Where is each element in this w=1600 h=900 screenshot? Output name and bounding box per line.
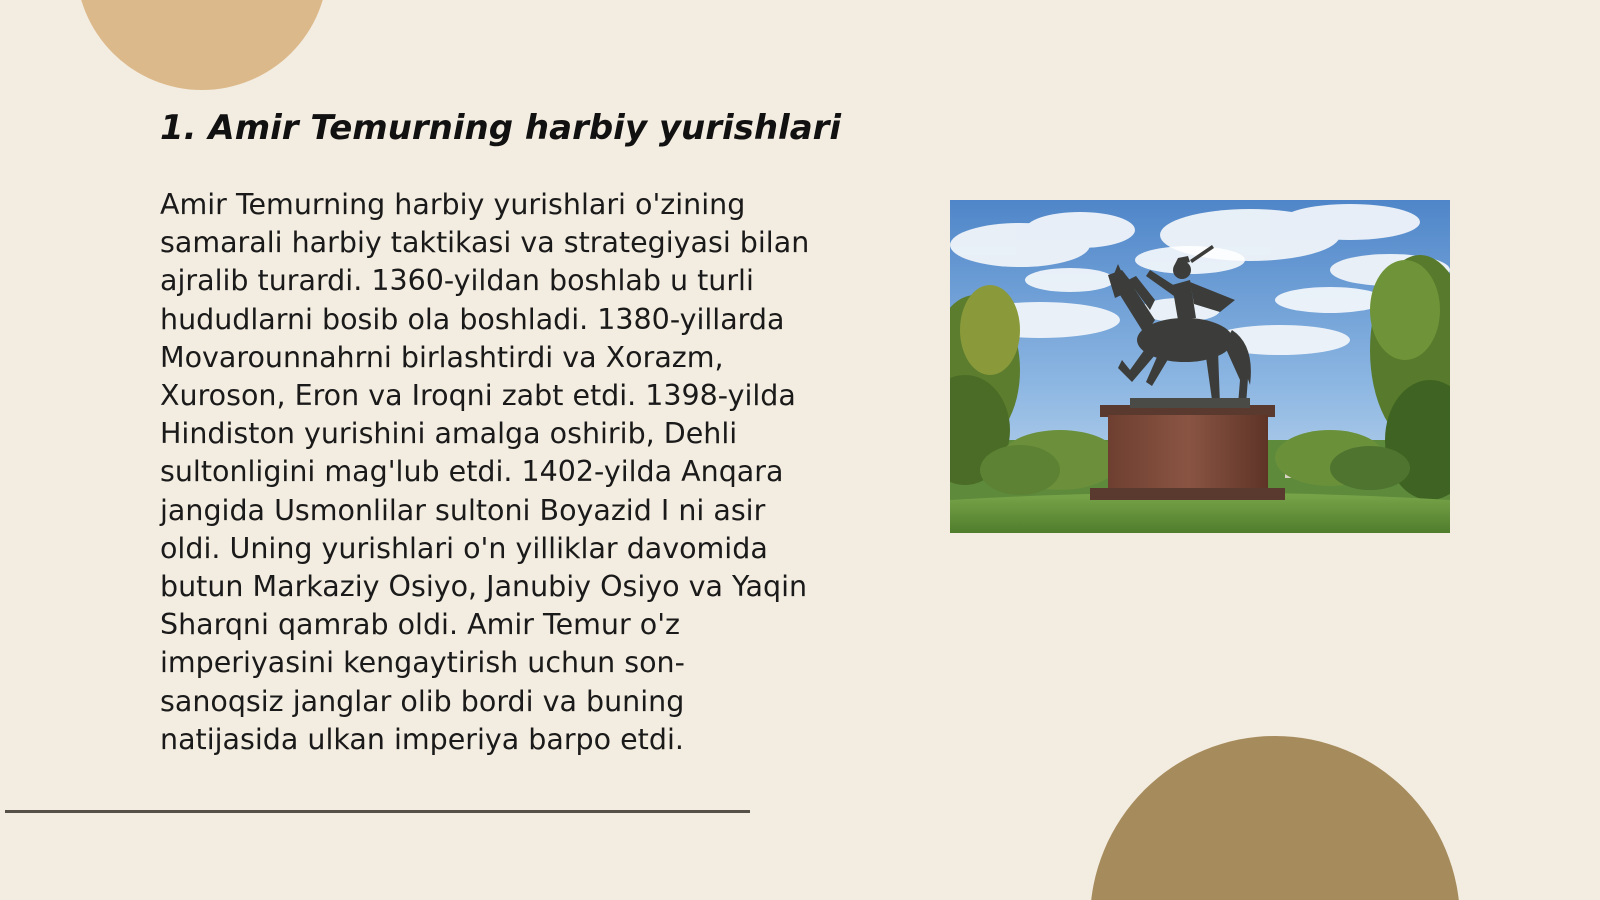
decorative-circle-top bbox=[76, 0, 328, 90]
statue-photo bbox=[950, 200, 1450, 533]
body-line: Movarounnahrni birlashtirdi va Xorazm, bbox=[160, 340, 724, 374]
body-line: Hindiston yurishini amalga oshirib, Dehli bbox=[160, 417, 738, 451]
body-line: jangida Usmonlilar sultoni Boyazid I ni asir bbox=[160, 493, 766, 527]
body-line: Sharqni qamrab oldi. Amir Temur o'z bbox=[160, 608, 680, 642]
body-line: Xuroson, Eron va Iroqni zabt etdi. 1398-yilda bbox=[160, 379, 796, 413]
slide-title: 1. Amir Temurning harbiy yurishlari bbox=[160, 108, 842, 148]
divider-line bbox=[5, 810, 750, 813]
body-paragraph bbox=[160, 186, 860, 759]
decorative-circle-bottom bbox=[1090, 736, 1460, 900]
body-line: butun Markaziy Osiyo, Janubiy Osiyo va Yaqin bbox=[160, 570, 808, 604]
statue-illustration bbox=[950, 200, 1450, 533]
body-line: sanoqsiz janglar olib bordi va buning bbox=[160, 684, 685, 718]
body-line: Amir Temurning harbiy yurishlari o'zining bbox=[160, 188, 746, 221]
body-line: natijasida ulkan imperiya barpo etdi. bbox=[160, 722, 684, 756]
body-line: samarali harbiy taktikasi va strategiyasi bilan bbox=[160, 226, 810, 260]
body-line: imperiyasini kengaytirish uchun son- bbox=[160, 646, 685, 680]
body-line: oldi. Uning yurishlari o'n yilliklar davomida bbox=[160, 531, 768, 565]
body-line: hududlarni bosib ola boshladi. 1380-yillarda bbox=[160, 302, 785, 336]
body-line: ajralib turardi. 1360-yildan boshlab u turli bbox=[160, 264, 754, 298]
body-line: sultonligini mag'lub etdi. 1402-yilda Anqara bbox=[160, 455, 784, 489]
